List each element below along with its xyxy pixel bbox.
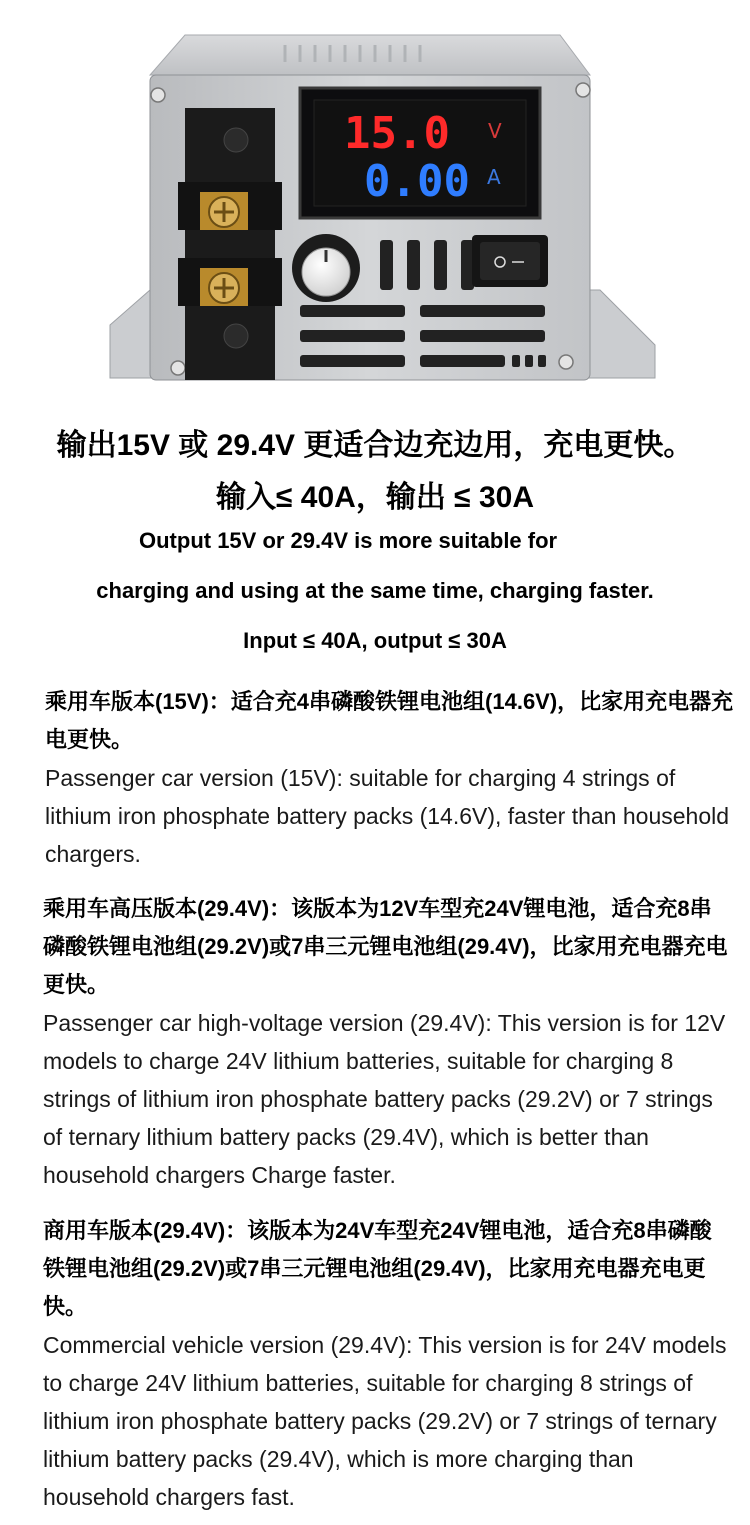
- version-passenger-zh: 乘用车版本(15V)：适合充4串磷酸铁锂电池组(14.6V)，比家用充电器充电更快。: [45, 689, 734, 752]
- power-switch-icon: [472, 235, 548, 287]
- version-passenger-en: Passenger car version (15V): suitable for charging 4 strings of lithium iron phosphate battery packs (14.6V), faster than household chargers.: [45, 765, 730, 867]
- charger-illustration: [0, 0, 750, 395]
- headline-en-1: Output 15V or 29.4V is more suitable for: [139, 528, 558, 553]
- voltage-unit: V: [488, 119, 502, 143]
- version-commercial: [43, 1212, 733, 1516]
- terminal-block-icon: [178, 108, 282, 380]
- version-commercial-zh: 商用车版本(29.4V)：该版本为24V车型充24V锂电池，适合充8串磷酸铁锂电池组(29.2V)或7串三元锂电池组(29.4V)，比家用充电器充电更快。: [43, 1218, 712, 1319]
- headline-zh-1: 输出15V 或 29.4V 更适合边充边用，充电更快。: [56, 429, 694, 462]
- version-commercial-en: Commercial vehicle version (29.4V): This version is for 24V models to charge 24V lithium batteries, suitable for charging 8 strings of lithium iron phosphate battery packs (29.2V) or 7 strings of ternary lithium battery packs (29.4V), which is more charging than household chargers fast.: [43, 1332, 727, 1510]
- version-passenger-hv-en: Passenger car high-voltage version (29.4V): This version is for 12V models to charge 24V lithium batteries, suitable for charging 8 strings of lithium iron phosphate battery packs (29.2V) or 7 strings of ternary lithium battery packs (29.4V), which is better than household chargers Charge faster.: [43, 1010, 726, 1188]
- adjust-knob-icon: [292, 234, 360, 302]
- product-photo: [0, 0, 750, 395]
- headline-zh-2: 输入≤ 40A，输出 ≤ 30A: [215, 481, 534, 514]
- version-passenger-hv: [43, 890, 733, 1194]
- version-passenger: [45, 683, 735, 873]
- voltage-readout: 15.0: [344, 108, 450, 159]
- current-readout: 0.00: [364, 156, 470, 207]
- version-passenger-hv-zh: 乘用车高压版本(29.4V)：该版本为12V车型充24V锂电池，适合充8串磷酸铁锂电池组(29.2V)或7串三元锂电池组(29.4V)，比家用充电器充电更快。: [43, 896, 728, 997]
- headline-en-3: Input ≤ 40A, output ≤ 30A: [243, 628, 507, 653]
- headline-en-2: charging and using at the same time, charging faster.: [96, 578, 654, 603]
- current-unit: A: [487, 165, 501, 189]
